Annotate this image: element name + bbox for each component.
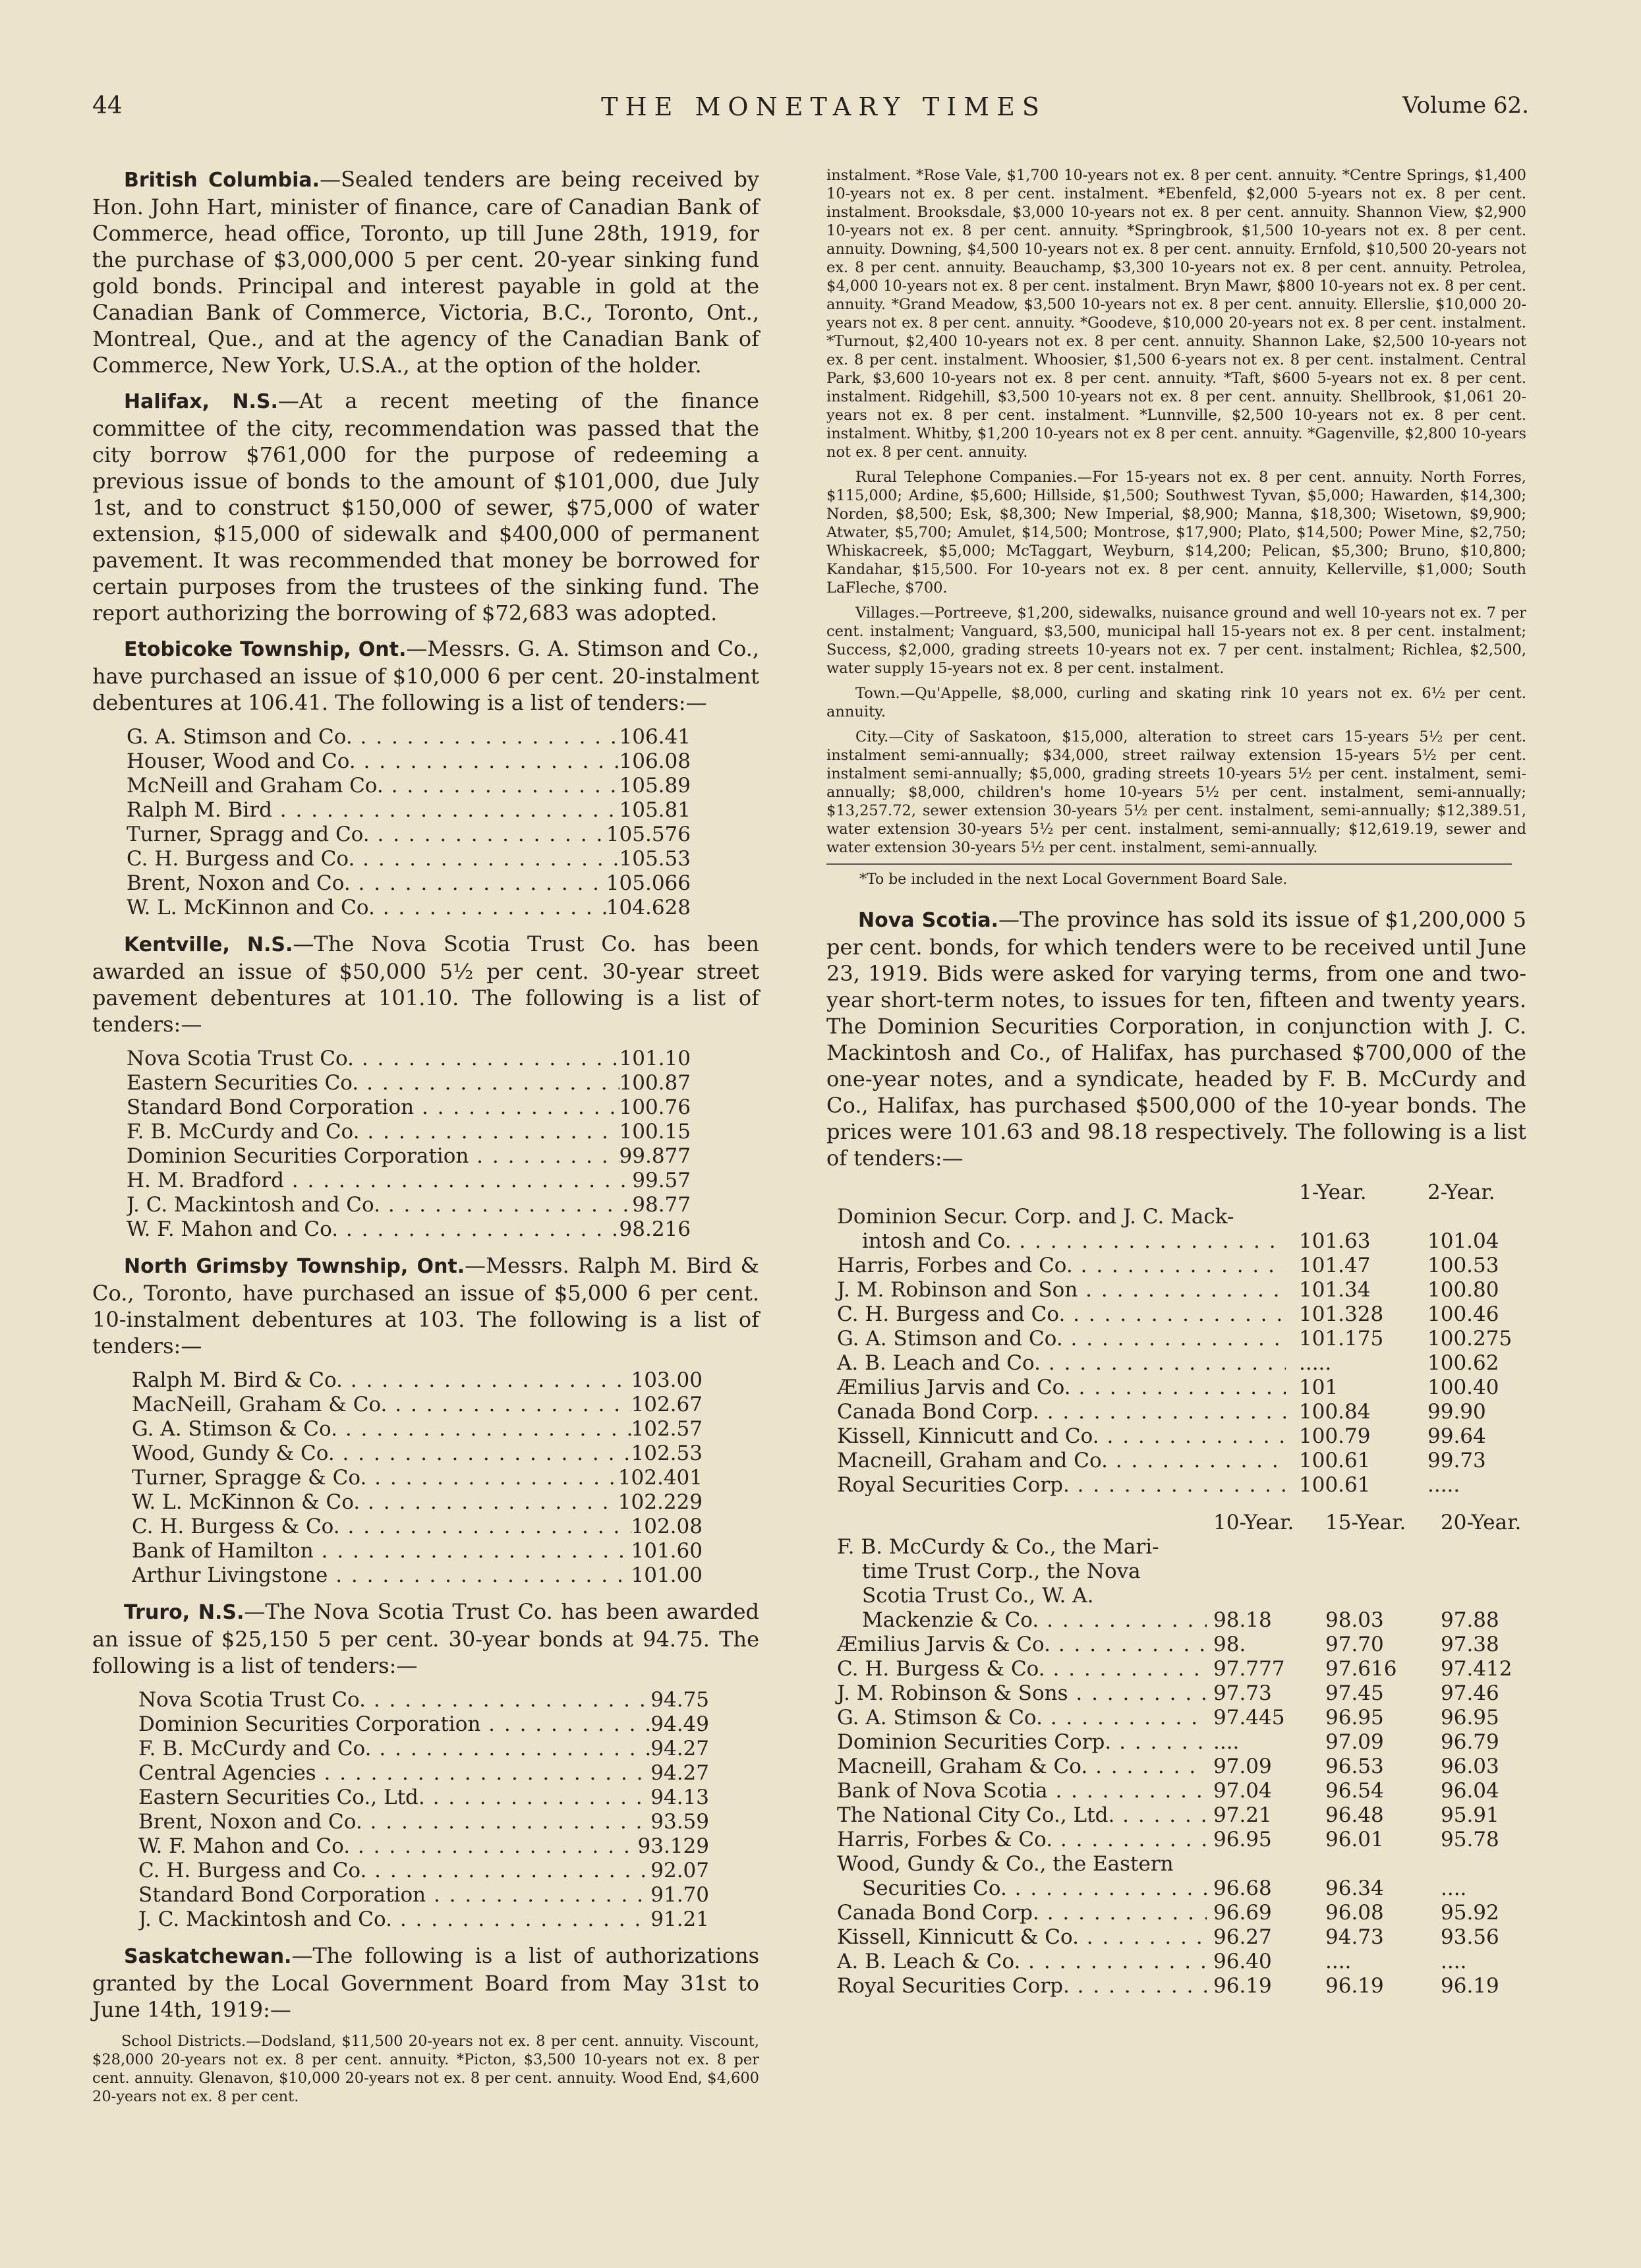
section-heading: School Districts. bbox=[121, 2033, 246, 2050]
town-text bbox=[826, 684, 1526, 721]
table-row: Royal Securities Corp. . . . 100.61 ..... bbox=[826, 1473, 1526, 1497]
right-column bbox=[826, 166, 1526, 1998]
section-body: —Dodsland, $11,500 20-years not ex. 8 per cent. annuity. Viscount, $28,000 20-years not ex. 8 per cent. annuity. *Picton, $3,500 10-years not ex. 8 per cent. annuity. Glenavon, $10,000 20-years not ex. 8 per cent. annuity. Wood End, $4,600 20-years not ex. 8 per cent. bbox=[92, 2033, 759, 2105]
table-row: Wood, Gundy & Co., the Eastern bbox=[837, 1852, 1174, 1876]
table-row: Bank of Nova Scotia . . . 97.04 96.54 96.04 bbox=[826, 1779, 1526, 1803]
table-row: Securities Co. . . . 96.68 96.34 .... bbox=[826, 1876, 1526, 1901]
page-header bbox=[92, 92, 1555, 132]
table-row: Harris, Forbes and Co. . . . 101.47 100.53 bbox=[826, 1254, 1526, 1278]
section-heading: Town. bbox=[855, 685, 900, 702]
table-row: J. M. Robinson & Sons . . . 97.73 97.45 97.46 bbox=[826, 1681, 1526, 1706]
article-body: —The Nova Scotia Trust Co. has been awarded an issue of $25,150 5 per cent. 30-year bonds at 94.75. The following is a list of tenders:— bbox=[92, 1599, 759, 1678]
villages-text bbox=[826, 604, 1526, 678]
tender-row: Standard Bond Corporation . . . 91.70 bbox=[138, 1883, 709, 1907]
article-heading: Kentville, N.S. bbox=[124, 933, 293, 956]
table-row: C. H. Burgess & Co. . . . 97.777 97.616 97.412 bbox=[826, 1657, 1526, 1681]
table-row: G. A. Stimson & Co. . . . 97.445 96.95 96.95 bbox=[826, 1706, 1526, 1730]
tender-row: Nova Scotia Trust Co. . . . 94.75 bbox=[138, 1688, 709, 1712]
table-row: Æmilius Jarvis and Co. . . . 101 100.40 bbox=[826, 1376, 1526, 1400]
table-row: F. B. McCurdy & Co., the Mari- bbox=[837, 1535, 1159, 1559]
table-row: Æmilius Jarvis & Co. . . . 98. 97.70 97.38 bbox=[826, 1633, 1526, 1657]
tender-row: C. H. Burgess & Co. . . . 102.08 bbox=[132, 1515, 703, 1539]
tender-row: Arthur Livingstone . . . 101.00 bbox=[132, 1563, 703, 1588]
tender-row: Eastern Securities Co., Ltd. . . . 94.13 bbox=[138, 1786, 709, 1810]
article-british-columbia bbox=[92, 166, 759, 378]
article-body: —The following is a list of authorizations granted by the Local Government Board from May 31st to June 14th, 1919:— bbox=[92, 1943, 759, 2022]
publication-title: THE MONETARY TIMES bbox=[601, 92, 1047, 121]
tender-row: Nova Scotia Trust Co. . . . 101.10 bbox=[127, 1047, 691, 1071]
tender-row: Houser, Wood and Co. . . . 106.08 bbox=[127, 749, 691, 774]
tender-row: Turner, Spragg and Co. . . . 105.576 bbox=[127, 823, 691, 847]
tender-row: Brent, Noxon and Co. . . . 93.59 bbox=[138, 1810, 709, 1834]
tender-row: J. C. Mackintosh and Co. . . . 98.77 bbox=[127, 1193, 691, 1217]
tender-row: Central Agencies . . . 94.27 bbox=[138, 1761, 709, 1786]
article-body: —Sealed tenders are being received by Hon. John Hart, minister of finance, care of Canadian Bank of Commerce, head office, Toronto, up till June 28th, 1919, for the purchase of $3,000,000 5 per cent. 20-year sinking fund gold bonds. Principal and interest payable in gold at the Canadian Bank of Commerce, Victoria, B.C., Toronto, Ont., Montreal, Que., and at the agency of the Canadian Bank of Commerce, New York, U.S.A., at the option of the holder. bbox=[92, 167, 760, 378]
tender-row: Eastern Securities Co. . . . 100.87 bbox=[127, 1071, 691, 1095]
tender-row: W. L. McKinnon and Co. . . . 104.628 bbox=[127, 896, 691, 920]
article-saskatchewan bbox=[92, 1942, 759, 2023]
article-heading: Saskatchewan. bbox=[124, 1945, 292, 1968]
table-row: The National City Co., Ltd. . . . 97.21 96.48 95.91 bbox=[826, 1803, 1526, 1828]
article-halifax bbox=[92, 388, 759, 626]
page-number: 44 bbox=[92, 92, 123, 119]
tender-row: MacNeill, Graham & Co. . . . 102.67 bbox=[132, 1393, 703, 1417]
footnote: *To be included in the next Local Government Board Sale. bbox=[859, 871, 1288, 888]
tender-table-short-term bbox=[826, 1180, 1526, 1497]
section-body: —Portreeve, $1,200, sidewalks, nuisance ground and well 10-years not ex. 7 per cent. instalment; Vanguard, $3,500, municipal hall 15-years not ex. 8 per cent. instalment; Success, $2,000, grading streets 10-years not ex. 7 per cent. instalment; Richlea, $2,500, water supply 15-years not ex. 8 per cent. instalment. bbox=[826, 604, 1526, 677]
tender-row: Bank of Hamilton . . . 101.60 bbox=[132, 1539, 703, 1563]
article-heading: Etobicoke Township, Ont. bbox=[124, 638, 407, 661]
tender-row: Dominion Securities Corporation . . . 99.877 bbox=[127, 1144, 691, 1169]
table-header-row: 1-Year. 2-Year. bbox=[1299, 1180, 1495, 1204]
tender-row: W. F. Mahon and Co. . . . 98.216 bbox=[127, 1217, 691, 1242]
table-header-row: 10-Year. 15-Year. 20-Year. bbox=[1213, 1511, 1522, 1534]
tender-row: J. C. Mackintosh and Co. . . . 91.21 bbox=[138, 1907, 709, 1932]
tender-row: H. M. Bradford . . . 99.57 bbox=[127, 1169, 691, 1193]
tender-row: C. H. Burgess and Co. . . . 92.07 bbox=[138, 1859, 709, 1883]
section-body: —City of Saskatoon, $15,000, alteration to street cars 15-years 5½ per cent. instalment semi-annually; $34,000, street railway extension 15-years 5½ per cent. instalment semi-annually; $5,000, grading streets 10-years 5½ per cent. instalment, semi-annually; $8,000, children's home 10-years 5½ per cent. instalment, semi-annually; $13,257.72, sewer extension 30-years 5½ per cent. instalment, semi-annually; $12,389.51, water extension 30-years 5½ per cent. instalment, semi-annually; $12,619.19, sewer and water extension 30-years 5½ per cent. instalment, semi-annually. bbox=[826, 728, 1526, 856]
tender-row: F. B. McCurdy and Co. . . . 100.15 bbox=[127, 1120, 691, 1144]
tender-row: Brent, Noxon and Co. . . . 105.066 bbox=[127, 871, 691, 896]
table-row: Kissell, Kinnicutt & Co. . . . 96.27 94.73 93.56 bbox=[826, 1925, 1526, 1950]
table-row: Harris, Forbes & Co. . . . 96.95 96.01 95.78 bbox=[826, 1828, 1526, 1852]
table-row: Royal Securities Corp. . . . 96.19 96.19 96.19 bbox=[826, 1974, 1526, 1998]
tender-row: W. F. Mahon and Co. . . . 93.129 bbox=[138, 1834, 709, 1859]
section-heading: Rural Telephone Companies. bbox=[855, 469, 1078, 486]
article-heading: Halifax, N.S. bbox=[124, 390, 278, 413]
article-nova-scotia bbox=[826, 906, 1526, 1171]
table-row: Mackenzie & Co. . . . 98.18 98.03 97.88 bbox=[826, 1608, 1526, 1633]
school-districts-text bbox=[92, 2032, 759, 2106]
article-body: —Messrs. G. A. Stimson and Co., have purchased an issue of $10,000 6 per cent. 20-instalment debentures at 106.41. The following is a list of tenders:— bbox=[92, 636, 760, 715]
table-row: Scotia Trust Co., W. A. bbox=[862, 1584, 1094, 1608]
table-row: A. B. Leach & Co. . . . 96.40 .... .... bbox=[826, 1950, 1526, 1974]
article-etobicoke bbox=[92, 635, 759, 716]
tender-row: Turner, Spragge & Co. . . . 102.401 bbox=[132, 1466, 703, 1490]
article-body: —The Nova Scotia Trust Co. has been awarded an issue of $50,000 5½ per cent. 30-year street pavement debentures at 101.10. The following is a list of tenders:— bbox=[92, 931, 759, 1037]
table-row: Macneill, Graham and Co. . . . 100.61 99.73 bbox=[826, 1449, 1526, 1473]
section-heading: City. bbox=[855, 728, 889, 745]
school-districts-continued: instalment. *Rose Vale, $1,700 10-years not ex. 8 per cent. annuity. *Centre Springs, $1,400 10-years not ex. 8 per cent. instalment. *Ebenfeld, $2,000 5-years not ex. 8 per cent. instalment. Brooksdale, $3,000 10-years not ex. 8 per cent. annuity. Shannon View, $2,900 10-years not ex. 8 per cent. annuity. *Springbrook, $1,500 10-years not ex. 8 per cent. annuity. Downing, $4,500 10-years not ex. 8 per cent. annuity. Ernfold, $10,500 20-years not ex. 8 per cent. annuity. Beauchamp, $3,300 10-years not ex. 8 per cent. annuity. Petrolea, $4,000 10-years not ex. 8 per cent. instalment. Bryn Mawr, $800 10-years not ex. 8 per cent. annuity. *Grand Meadow, $3,500 10-years not ex. 8 per cent. annuity. Ellerslie, $10,000 20-years not ex. 8 per cent. annuity. *Goodeve, $10,000 20-years not ex. 8 per cent. instalment. *Turnout, $2,400 10-years not ex. 8 per cent. annuity. Shannon Lake, $2,500 10-years not ex. 8 per cent. instalment. Whoosier, $1,500 6-years not ex. 8 per cent. instalment. Central Park, $3,600 10-years not ex. 8 per cent. annuity. *Taft, $600 5-years not ex. 8 per cent. instalment. Ridgehill, $3,500 10-years not ex. 8 per cent. annuity. Shellbrook, $1,061 20-years not ex. 8 per cent. instalment. *Lunnville, $2,500 10-years not ex. 8 per cent. instalment. Whitby, $1,200 10-years not ex 8 per cent. annuity. *Gagenville, $2,800 10-years not ex. 8 per cent. annuity. bbox=[826, 167, 1526, 461]
article-body: —Messrs. Ralph M. Bird & Co., Toronto, have purchased an issue of $5,000 6 per cent. 10-instalment debentures at 103. The following is a list of tenders:— bbox=[92, 1253, 760, 1358]
article-heading: North Grimsby Township, Ont. bbox=[124, 1255, 465, 1278]
article-body: —The province has sold its issue of $1,200,000 5 per cent. bonds, for which tenders were to be received until June 23, 1919. Bids were asked for varying terms, from one and two-year short-term notes, to issues for ten, fifteen and twenty years. The Dominion Securities Corporation, in conjunction with J. C. Mackintosh and Co., of Halifax, has purchased $700,000 of the one-year notes, and a syndicate, headed by F. B. McCurdy and Co., Halifax, has purchased $500,000 of the 10-year bonds. The prices were 101.63 and 98.18 respectively. The following is a list of tenders:— bbox=[826, 907, 1526, 1171]
article-heading: Nova Scotia. bbox=[858, 909, 999, 932]
tender-table-long-term bbox=[826, 1511, 1526, 1998]
section-body: —Qu'Appelle, $8,000, curling and skating rink 10 years not ex. 6½ per cent. annuity. bbox=[826, 685, 1526, 720]
divider bbox=[826, 863, 1512, 865]
table-row: time Trust Corp., the Nova bbox=[862, 1559, 1141, 1583]
table-row: Dominion Secur. Corp. and J. C. Mack- bbox=[837, 1205, 1234, 1229]
table-row: A. B. Leach and Co. . . . ..... 100.62 bbox=[826, 1351, 1526, 1376]
rural-telephone-text bbox=[826, 468, 1526, 597]
tender-row: Ralph M. Bird & Co. . . . 103.00 bbox=[132, 1368, 703, 1393]
tender-row: Dominion Securities Corporation . . . 94.49 bbox=[138, 1712, 709, 1737]
section-heading: Villages. bbox=[855, 604, 920, 622]
table-row: Macneill, Graham & Co. . . . 97.09 96.53 96.03 bbox=[826, 1755, 1526, 1779]
article-truro bbox=[92, 1598, 759, 1679]
table-row: G. A. Stimson and Co. . . . 101.175 100.275 bbox=[826, 1327, 1526, 1351]
tender-row: Wood, Gundy & Co. . . . 102.53 bbox=[132, 1441, 703, 1466]
table-row: Canada Bond Corp. . . . 100.84 99.90 bbox=[826, 1400, 1526, 1424]
tender-row: Standard Bond Corporation . . . 100.76 bbox=[127, 1095, 691, 1120]
table-row: J. M. Robinson and Son . . . 101.34 100.80 bbox=[826, 1278, 1526, 1302]
tender-row: G. A. Stimson & Co. . . . 102.57 bbox=[132, 1417, 703, 1441]
table-row: C. H. Burgess and Co. . . . 101.328 100.46 bbox=[826, 1302, 1526, 1327]
table-row: Kissell, Kinnicutt and Co. . . . 100.79 99.64 bbox=[826, 1424, 1526, 1449]
tender-list-north-grimsby bbox=[92, 1368, 703, 1588]
article-body: —At a recent meeting of the finance committee of the city, recommendation was passed that the city borrow $761,000 for the purpose of redeeming a previous issue of bonds to the amount of $101,000, due July 1st, and to construct $150,000 of sewer, $75,000 of water extension, $15,000 of sidewalk and $400,000 of permanent pavement. It was recommended that money be borrowed for certain purposes from the trustees of the sinking fund. The report authorizing the borrowing of $72,683 was adopted. bbox=[92, 388, 759, 625]
tender-row: C. H. Burgess and Co. . . . 105.53 bbox=[127, 847, 691, 871]
tender-list-etobicoke bbox=[92, 725, 691, 920]
tender-row: McNeill and Graham Co. . . . 105.89 bbox=[127, 774, 691, 798]
tender-list-truro bbox=[92, 1688, 709, 1932]
table-row: Dominion Securities Corp. . . . .... 97.09 96.79 bbox=[826, 1730, 1526, 1755]
city-text bbox=[826, 728, 1526, 857]
tender-row: W. L. McKinnon & Co. . . . 102.229 bbox=[132, 1490, 703, 1515]
article-heading: British Columbia. bbox=[124, 169, 320, 192]
table-row: intosh and Co. . . . 101.63 101.04 bbox=[826, 1229, 1526, 1254]
article-kentville bbox=[92, 931, 759, 1037]
tender-row: F. B. McCurdy and Co. . . . 94.27 bbox=[138, 1737, 709, 1761]
volume-label: Volume 62. bbox=[1402, 92, 1529, 119]
tender-row: Ralph M. Bird . . . 105.81 bbox=[127, 798, 691, 823]
left-column bbox=[92, 166, 759, 2112]
article-heading: Truro, N.S. bbox=[124, 1601, 245, 1624]
tender-row: G. A. Stimson and Co. . . . 106.41 bbox=[127, 725, 691, 749]
section-body: —For 15-years not ex. 8 per cent. annuity. North Forres, $115,000; Ardine, $5,600; Hillside, $1,500; Southwest Tyvan, $5,000; Hawarden, $14,300; Norden, $8,500; Esk, $8,300; New Imperial, $8,900; Manna, $18,300; Wisetown, $9,900; Atwater, $5,700; Amulet, $14,500; Montrose, $17,900; Plato, $14,500; Power Mine, $2,750; Whiskacreek, $5,000; McTaggart, Weyburn, $14,200; Pelican, $5,300; Bruno, $10,800; Kandahar, $15,500. For 10-years not ex. 8 per cent. annuity, Kellerville, $1,000; South LaFleche, $700. bbox=[826, 469, 1526, 596]
tender-list-kentville bbox=[92, 1047, 691, 1242]
table-row: Canada Bond Corp. . . . 96.69 96.08 95.92 bbox=[826, 1901, 1526, 1925]
article-north-grimsby bbox=[92, 1252, 759, 1359]
